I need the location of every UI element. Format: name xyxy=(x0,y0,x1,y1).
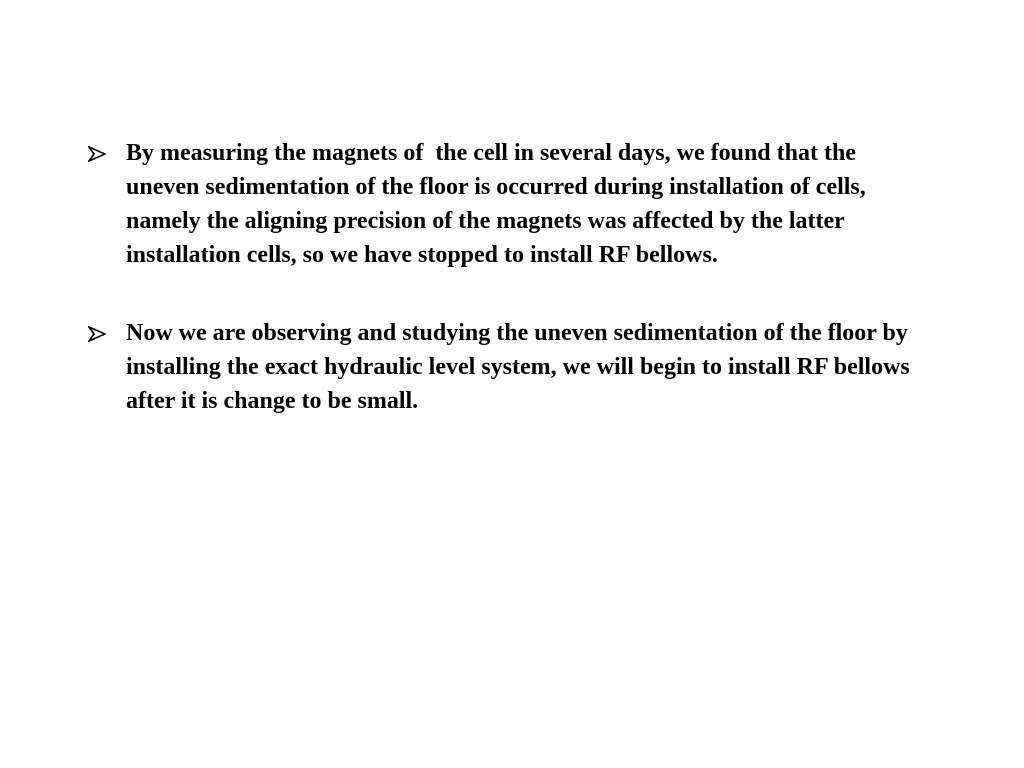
bullet-text-1: By measuring the magnets of the cell in several days, we found that the uneven sedimentation of the floor is occurred during installation of cells, namely the aligning precision of the magnets was affected by the latter installation cells, so we have stopped to install RF bellows. xyxy=(126,140,872,268)
bullet-list xyxy=(88,136,928,462)
bullet-item-1 xyxy=(88,136,928,272)
bullet-item-2 xyxy=(88,316,928,418)
arrowhead-bullet-icon xyxy=(88,316,126,350)
arrowhead-bullet-icon xyxy=(88,136,126,170)
bullet-text-2: Now we are observing and studying the uneven sedimentation of the floor by installing the exact hydraulic level system, we will begin to install RF bellows after it is change to be small. xyxy=(126,320,916,414)
